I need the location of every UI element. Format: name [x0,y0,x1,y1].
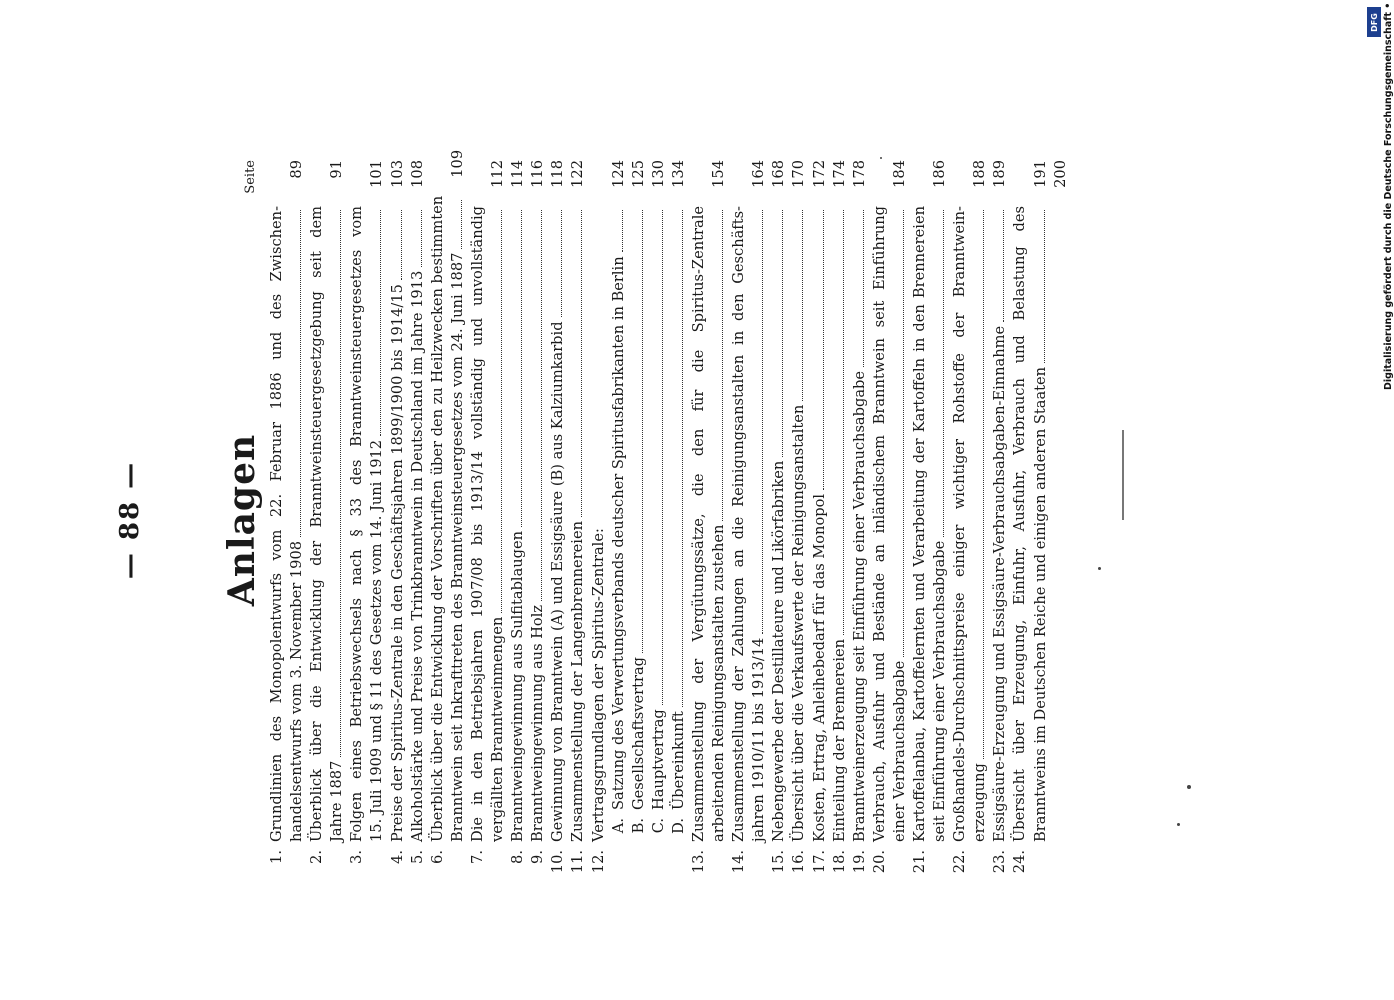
toc-entry-number: 7. [468,850,486,864]
dot-leader [991,210,1004,322]
dot-leader [790,210,803,401]
toc-entry [990,160,1010,880]
toc-entry-text: Nebengewerbe der Destillateure und Likörfabriken [770,460,788,842]
toc-entry-page: 103 [388,160,406,188]
toc-entry-page: 118 [549,160,567,188]
toc-entry-number: 3. [348,850,366,864]
toc-entry-text: Übersicht über Erzeugung, Einfuhr, Ausfuhr, Verbrauch und Belastung des [1011,206,1029,842]
toc-entry-text: Gesellschaftsvertrag [629,656,647,810]
toc-entry [689,160,729,880]
toc-entry [910,160,950,880]
toc-entry-number: 18. [830,850,848,874]
toc-entry-page: 101 [368,160,386,188]
dot-leader [610,210,623,252]
toc-entry-text: Kartoffelanbau, Kartoffelernten und Verarbeitung der Kartoffeln in den Brennereien [911,206,928,842]
toc-entry-number: 22. [951,850,969,874]
toc-entry-text: Zusammenstellung der Vergütungssätze, die den für die Spiritus-Zentrale [689,206,707,842]
toc-entry-text: seit Einführung einer Verbrauchsabgabe [931,540,949,842]
toc-entry-text: Branntweinerzeugung seit Einführung einer Verbrauchsabgabe [850,371,868,842]
toc-entry-text: Branntwein seit Inkrafttreten des Branntweinsteuergesetzes vom 24. Juni 1887 [448,252,466,842]
toc-entry [669,160,689,880]
toc-entry-number: 11. [569,850,587,874]
scan-speck [1098,567,1101,570]
toc-entry-text: Branntweingewinnung aus Holz [529,604,547,842]
toc-entry-text: Die in den Betriebsjahren 1907/08 bis 1913/14 vollständig und unvollständig [468,206,486,842]
toc-entry-text: Satzung des Verwertungsverbands deutscher Spiritusfabrikanten in Berlin [609,256,627,810]
toc-entry-page: 154 [710,160,728,188]
toc-entry [548,160,568,880]
toc-entry-text: Hauptvertrag [649,709,667,810]
toc-entry-number: 4. [388,850,406,864]
toc-entry-text: Jahre 1887 [328,760,346,842]
toc-entry [609,160,629,880]
dot-leader [811,210,824,490]
toc-entry [388,160,408,880]
toc-entry [729,160,769,880]
toc-entry [508,160,528,880]
toc-entry [528,160,548,880]
toc-entry-number: 16. [790,850,808,874]
attribution-text: Digitalisierung gefördert durch die Deutsche Forschungsgemeinschaft • [1383,2,1394,390]
toc-entry-number: 20. [870,850,888,874]
dot-leader [509,210,522,527]
toc-entry-number: 5. [408,850,426,864]
toc-entry-number: 13. [689,850,707,874]
toc-entry [589,160,609,880]
toc-entry-number: B. [629,818,647,834]
toc-entry-number: 12. [589,850,607,874]
toc-entry-number: A. [609,818,627,834]
toc-entry-text: jahren 1910/11 bis 1913/14 [750,637,768,842]
toc-entry-page: 188 [971,160,989,188]
toc-entry-page: 116 [529,160,547,188]
toc-entry-number: 1. [268,850,285,864]
toc-entry [950,160,990,880]
dot-leader [750,210,763,634]
toc-entry [1010,160,1050,880]
toc-entry-text: Einteilung der Brennereien [830,638,848,842]
toc-entry-text: Großhandels-Durchschnittspreise einiger wichtiger Rohstoffe der Branntwein- [951,206,969,842]
toc-entry-text: Vertragsgrundlagen der Spiritus-Zentrale: [589,528,607,842]
toc-entry-text: handelsentwurfs vom 3. November 1908 [288,540,306,842]
toc-entry-page: 191 [1031,160,1049,188]
dot-leader [449,200,462,249]
toc-entry-text: Grundlinien des Monopolentwurfs vom 22. Februar 1886 und des Zwischen- [268,206,285,842]
toc-entry-number: 24. [1011,850,1029,874]
dot-leader [851,210,864,367]
toc-entry-page: 122 [569,160,587,188]
dot-leader [409,210,422,267]
toc-entry-text: Folgen eines Betriebswechsels nach § 33 des Branntweinsteuergesetzes vom [348,206,366,842]
toc-entry-number: 21. [911,850,928,874]
toc-entry [347,160,387,880]
toc-entry-text: einer Verbrauchsabgabe [890,660,908,842]
toc-entry-page: 200 [1051,160,1069,188]
toc-entry-page: 124 [609,160,627,188]
dot-leader [650,210,663,705]
toc-entry [870,160,910,880]
toc-entry-text: Verbrauch, Ausfuhr und Bestände an inländischem Branntwein seit Einführung [870,206,888,842]
toc-entry-page: 164 [750,160,768,188]
toc-entry [769,160,789,880]
toc-entry-text: Übersicht über die Verkaufswerte der Reinigungsanstalten [790,404,808,842]
toc-entry-number: 17. [810,850,828,874]
toc-entry-text: Gewinnung von Branntwein (A) und Essigsäure (B) aus Kalziumkarbid [549,321,567,842]
dot-leader [891,210,904,657]
toc-entry-number: 9. [529,850,547,864]
toc-entry-page: 134 [669,160,687,188]
dot-leader [710,210,723,521]
toc-entry [428,149,468,880]
toc-entry-number: C. [649,818,667,834]
toc-entry-page: 130 [649,160,667,188]
toc-entry [307,160,347,880]
dot-leader [931,210,944,537]
toc-entry-page: 108 [408,160,426,188]
toc-entry-text: erzeugung [971,763,989,842]
toc-entry-page: 112 [489,160,507,188]
toc-entry-text: Branntweingewinnung aus Sulfitablaugen [509,530,527,842]
dot-leader [670,210,683,707]
toc-entry-text: Essigsäure-Erzeugung und Essigsäure-Verbrauchsabgaben-Einnahme [991,325,1009,842]
toc-entry-number: 15. [770,850,788,874]
toc-entry [850,160,870,880]
scan-speck [1187,785,1191,789]
toc-entry-number: 6. [428,850,446,864]
toc-entry-page: 189 [991,160,1009,188]
dot-leader [630,210,643,653]
toc-entry-text: 15. Juli 1909 und § 11 des Gesetzes vom 14. Juni 1912 [368,439,386,842]
toc-entry-text: Preise der Spiritus-Zentrale in den Geschäftsjahren 1899/1900 bis 1914/15 [388,284,406,842]
toc-entry-page: 184 [890,160,908,188]
toc-entry-page: 178 [850,160,868,188]
rotated-page [115,149,1075,880]
dfg-logo: DFG [1367,7,1381,37]
table-of-contents [267,149,1071,880]
toc-entry-page: 109 [448,149,466,178]
toc-entry [649,160,669,880]
dot-leader [389,210,402,280]
toc-entry [408,160,428,880]
toc-entry-text: arbeitenden Reinigungsanstalten zustehen [710,524,728,842]
dot-leader [549,210,562,317]
toc-entry-number: D. [669,818,687,834]
toc-entry-text: Branntweins im Deutschen Reiche und einigen anderen Staaten [1031,366,1049,842]
toc-entry [468,160,508,880]
toc-entry-text: vergällten Branntweinmengen [489,616,507,842]
toc-entry-text: Zusammenstellung der Zahlungen an die Reinigungsanstalten in den Geschäfts- [730,206,748,842]
page-title: Anlagen [221,433,263,607]
dot-leader [368,210,381,436]
toc-entry-number: 8. [509,850,527,864]
toc-entry-page: 168 [770,160,788,188]
toc-entry-number: 23. [991,850,1009,874]
toc-entry-text: Zusammenstellung der Langenbrennereien [569,520,587,842]
toc-entry-text: Überblick über die Entwicklung der Branntweinsteuergesetzgebung seit dem [308,206,326,842]
toc-entry-page: 170 [790,160,808,188]
seite-label: Seite [243,160,258,194]
dot-leader [328,210,341,757]
toc-trailing-page [1051,160,1071,880]
toc-entry-page: 186 [931,160,949,188]
toc-entry-page: 91 [328,160,346,179]
toc-entry [810,160,830,880]
dot-leader [569,210,582,517]
dot-leader [831,210,844,635]
toc-entry-page: 125 [629,160,647,188]
toc-entry [789,160,809,880]
dot-leader [770,210,783,457]
dot-leader [1032,210,1045,363]
toc-entry-number: 14. [730,850,748,874]
toc-entry [568,160,588,880]
toc-entry-text: Überblick über die Entwicklung der Vorschriften über den zu Heilzwecken bestimmten [428,195,446,842]
toc-entry-page: 174 [830,160,848,188]
toc-entry-text: Kosten, Ertrag, Anleihebedarf für das Monopol [810,493,828,842]
toc-entry [267,160,307,880]
toc-entry-text: Übereinkunft [669,711,687,810]
divider [1122,430,1124,520]
toc-entry [629,160,649,880]
toc-entry-page: 172 [810,160,828,188]
toc-entry [830,160,850,880]
toc-entry-number: 2. [308,850,326,864]
toc-entry-page: 89 [288,160,306,179]
page-number: — 88 — [115,460,145,580]
dot-leader [489,210,502,613]
toc-entry-page: 114 [509,160,527,188]
toc-entry-page [589,160,609,206]
toc-entry-number: 19. [850,850,868,874]
dot-leader [529,210,542,601]
toc-entry-number: 10. [549,850,567,874]
dot-leader [971,210,984,759]
toc-entry-text: Alkoholstärke und Preise von Trinkbranntwein in Deutschland im Jahre 1913 [408,270,426,842]
scan-speck [880,157,882,159]
dot-leader [288,210,301,537]
scan-speck [1177,823,1180,826]
